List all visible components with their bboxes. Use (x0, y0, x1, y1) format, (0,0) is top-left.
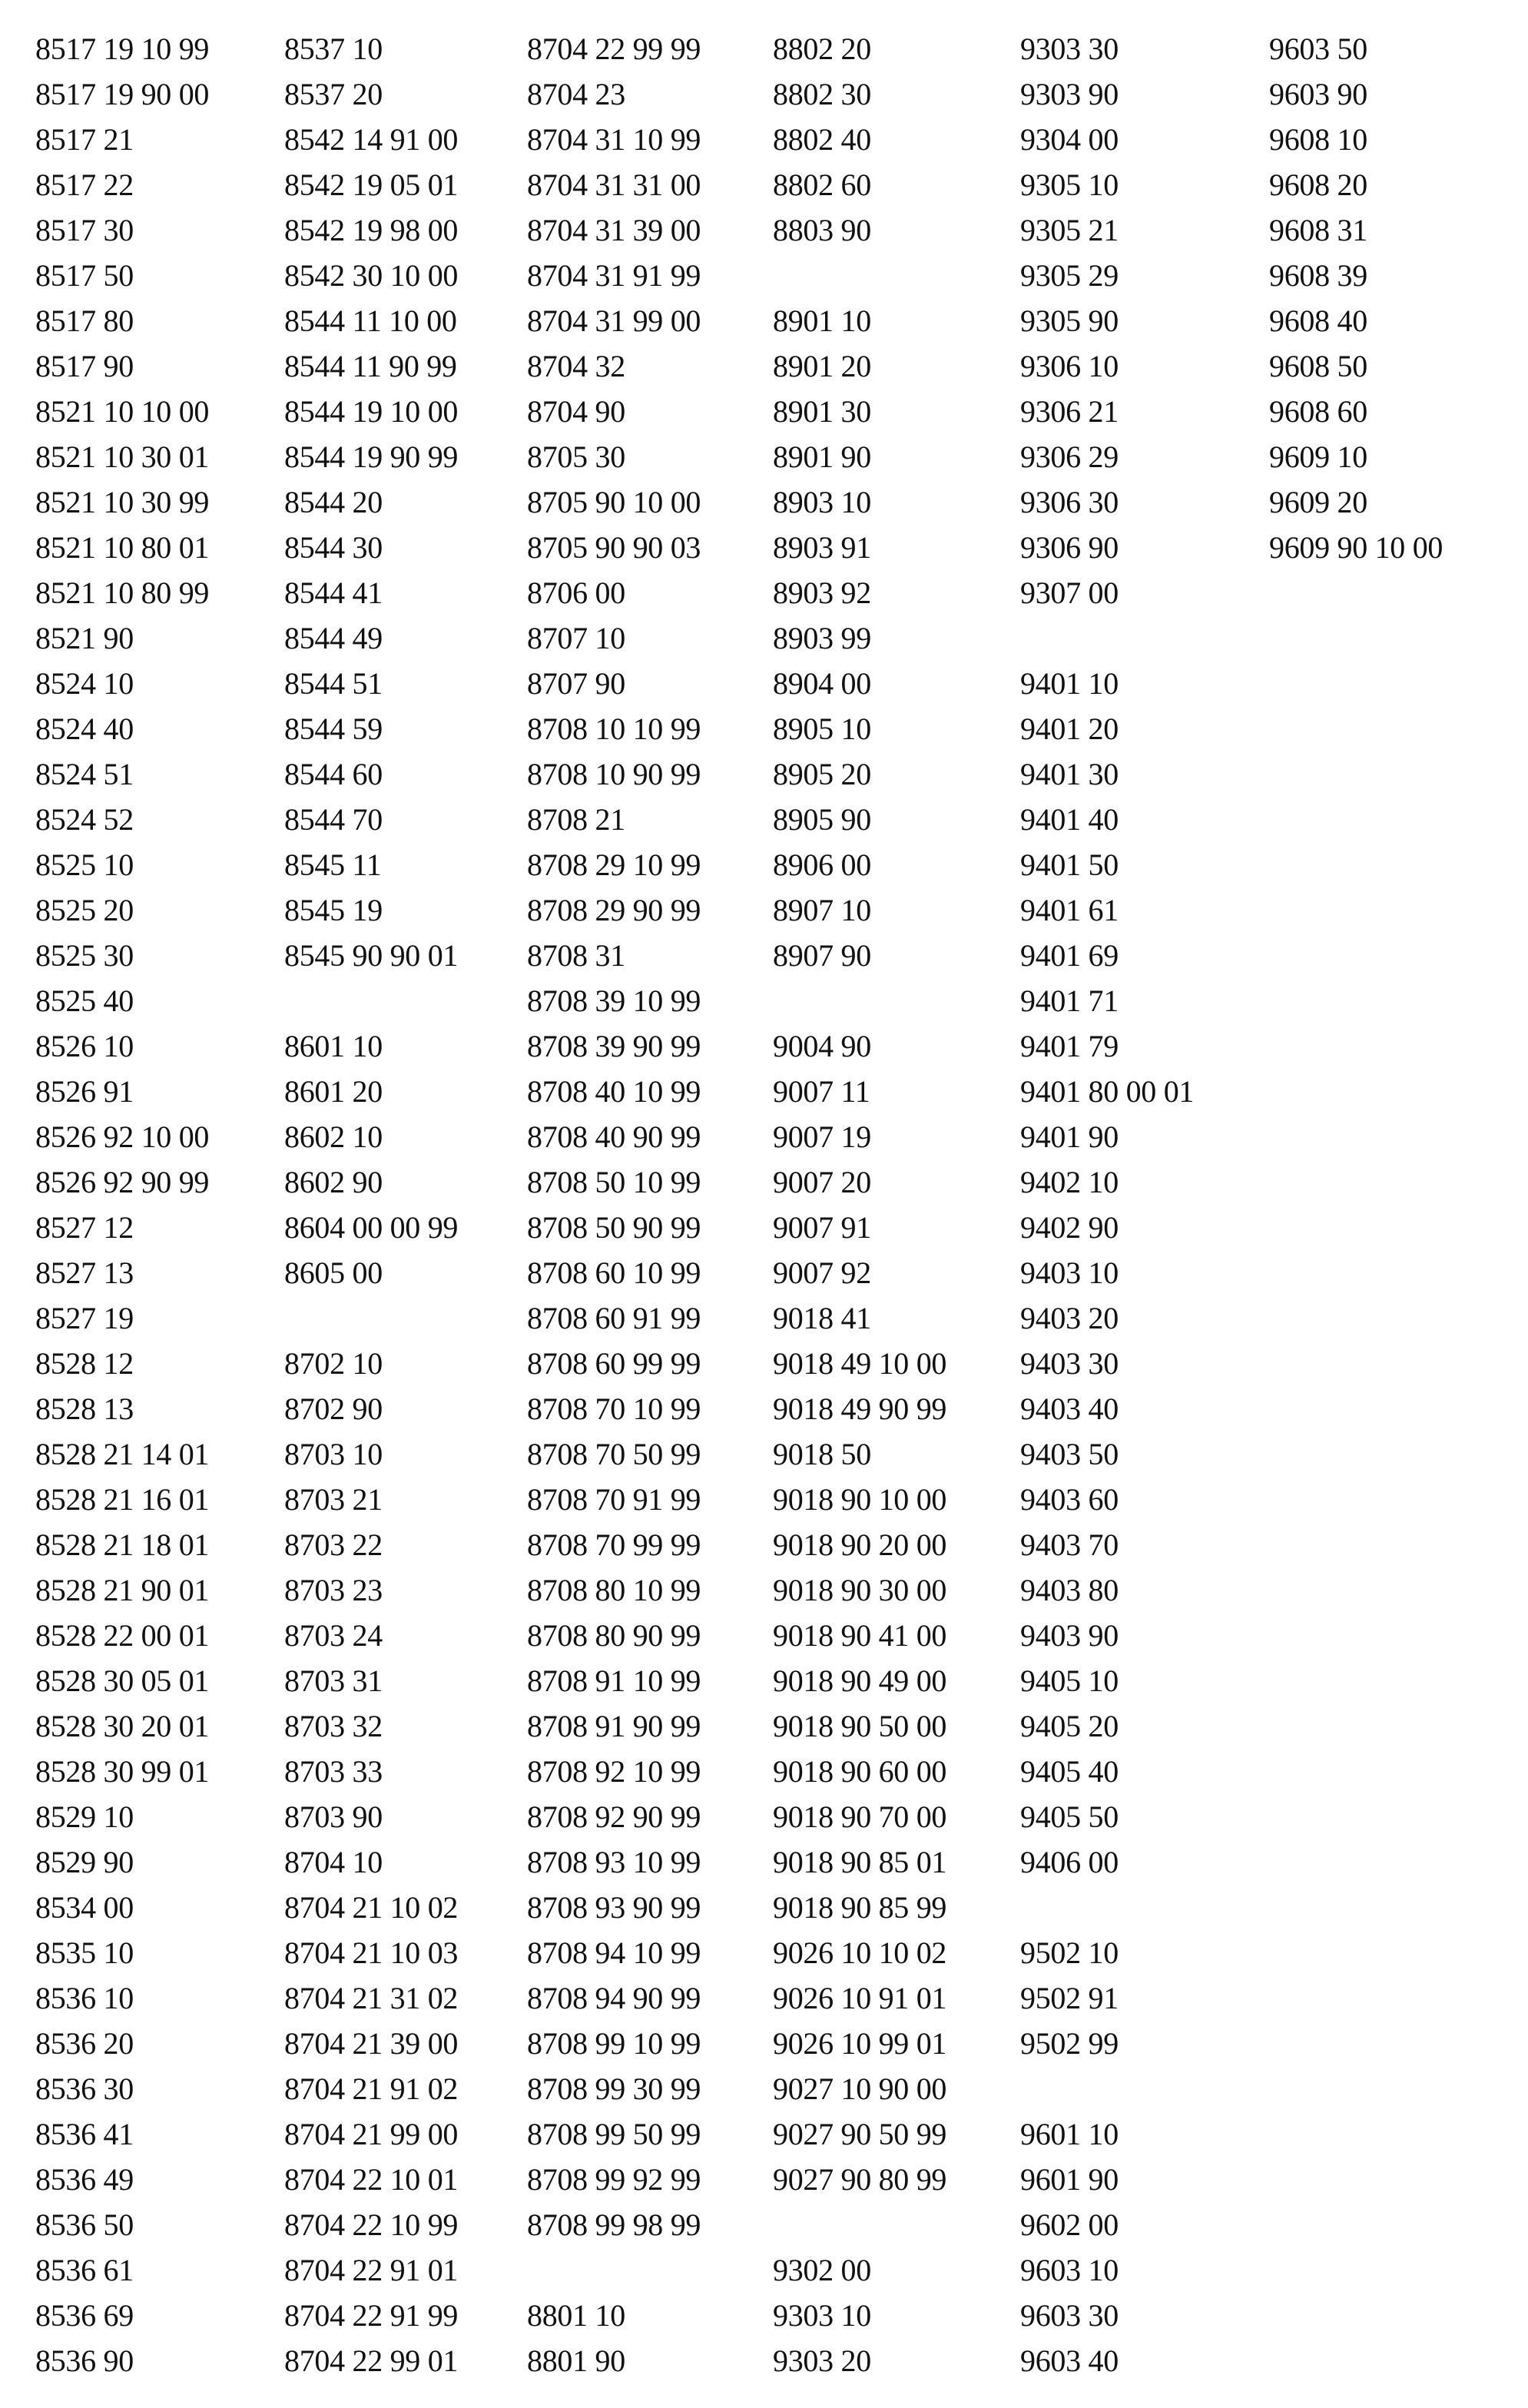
tariff-code-entry: 8704 21 91 02 (284, 2071, 459, 2106)
tariff-code-entry: 8703 31 (284, 1663, 383, 1698)
tariff-code-entry: 8708 92 90 99 (527, 1799, 701, 1834)
tariff-code-entry: 8525 20 (35, 893, 134, 927)
tariff-code-entry: 8536 41 (35, 2117, 134, 2151)
tariff-code-entry: 8528 21 14 01 (35, 1437, 210, 1471)
tariff-code-entry: 8708 60 10 99 (527, 1255, 701, 1290)
tariff-code-entry: 8601 10 (284, 1029, 383, 1063)
tariff-code-entry: 8907 90 (773, 938, 871, 973)
tariff-code-entry: 8708 99 50 99 (527, 2117, 701, 2151)
tariff-code-entry: 8521 10 80 01 (35, 530, 210, 565)
tariff-code-entry: 9018 90 85 99 (773, 1890, 947, 1925)
tariff-code-entry: 9502 99 (1020, 2026, 1119, 2061)
tariff-code-entry: 8708 99 92 99 (527, 2162, 701, 2197)
tariff-code-entry: 8704 22 91 99 (284, 2298, 459, 2333)
tariff-code-entry: 8517 50 (35, 258, 134, 293)
tariff-code-entry: 8526 91 (35, 1074, 134, 1109)
tariff-code-entry: 8704 10 (284, 1845, 383, 1879)
tariff-code-entry: 8536 49 (35, 2162, 134, 2197)
tariff-code-entry: 8708 50 90 99 (527, 1210, 701, 1245)
tariff-code-entry: 9403 80 (1020, 1573, 1119, 1607)
tariff-code-entry: 8544 60 (284, 757, 383, 791)
tariff-code-entry: 9602 00 (1020, 2207, 1119, 2242)
tariff-code-entry: 8802 40 (773, 122, 871, 157)
tariff-code-entry: 8535 10 (35, 1935, 134, 1970)
tariff-code-entry: 8536 30 (35, 2071, 134, 2106)
tariff-code-entry: 8703 23 (284, 1573, 383, 1607)
tariff-code-entry: 9305 21 (1020, 213, 1119, 247)
tariff-code-entry: 8708 50 10 99 (527, 1165, 701, 1199)
tariff-code-entry: 8527 13 (35, 1255, 134, 1290)
tariff-code-entry: 8704 22 10 99 (284, 2207, 459, 2242)
tariff-code-entry: 8708 39 90 99 (527, 1029, 701, 1063)
tariff-code-entry: 8528 30 05 01 (35, 1663, 210, 1698)
tariff-code-entry: 9603 90 (1269, 77, 1367, 111)
tariff-code-entry: 9018 90 85 01 (773, 1845, 947, 1879)
tariff-code-entry: 9608 50 (1269, 349, 1367, 383)
tariff-code-entry: 8524 51 (35, 757, 134, 791)
tariff-code-entry: 8903 99 (773, 621, 871, 655)
tariff-code-entry: 9026 10 99 01 (773, 2026, 947, 2061)
tariff-code-entry (527, 2247, 701, 2293)
tariff-code-entry: 8517 30 (35, 213, 134, 247)
tariff-code-entry: 8528 12 (35, 1346, 134, 1381)
tariff-code-entry: 9608 10 (1269, 122, 1367, 157)
tariff-code-entry: 8517 21 (35, 122, 134, 157)
tariff-code-entry: 8545 19 (284, 893, 383, 927)
tariff-code-entry: 8536 50 (35, 2207, 134, 2242)
tariff-code-entry: 8704 21 99 00 (284, 2117, 459, 2151)
tariff-code-entry: 8703 90 (284, 1799, 383, 1834)
code-column-5 (1020, 26, 1194, 2383)
tariff-code-entry: 8544 19 90 99 (284, 439, 459, 474)
tariff-code-entry: 8544 11 90 99 (284, 349, 457, 383)
tariff-code-entry: 8529 90 (35, 1845, 134, 1879)
tariff-code-entry: 8903 10 (773, 485, 871, 519)
tariff-code-entry: 9401 40 (1020, 802, 1119, 837)
tariff-code-entry: 9027 90 80 99 (773, 2162, 947, 2197)
tariff-code-entry: 8708 10 10 99 (527, 711, 701, 746)
tariff-code-entry: 9403 20 (1020, 1301, 1119, 1335)
tariff-code-entry: 8803 90 (773, 213, 871, 247)
tariff-code-entry: 8708 99 98 99 (527, 2207, 701, 2242)
tariff-code-entry: 8802 30 (773, 77, 871, 111)
tariff-code-entry (773, 253, 946, 298)
tariff-code-entry: 9403 40 (1020, 1391, 1119, 1426)
tariff-code-entry: 8527 12 (35, 1210, 134, 1245)
tariff-code-entry: 8708 10 90 99 (527, 757, 701, 791)
tariff-code-entry: 9026 10 91 01 (773, 1981, 947, 2015)
tariff-code-entry: 9007 20 (773, 1165, 871, 1199)
tariff-code-entry: 9018 90 50 00 (773, 1709, 947, 1743)
tariff-code-entry: 9018 90 41 00 (773, 1618, 947, 1653)
tariff-code-entry: 9018 90 60 00 (773, 1754, 947, 1789)
tariff-code-entry (1020, 615, 1194, 661)
tariff-code-entry: 8708 29 10 99 (527, 847, 701, 882)
tariff-code-entry: 8537 10 (284, 32, 383, 66)
tariff-code-entry: 9502 10 (1020, 1935, 1119, 1970)
tariff-code-entry: 8708 91 90 99 (527, 1709, 701, 1743)
tariff-code-entry: 9018 49 10 00 (773, 1346, 947, 1381)
tariff-code-entry: 9303 90 (1020, 77, 1119, 111)
tariff-code-entry: 8544 49 (284, 621, 383, 655)
tariff-code-entry: 9502 91 (1020, 1981, 1119, 2015)
tariff-code-entry: 8708 60 99 99 (527, 1346, 701, 1381)
tariff-code-entry: 9608 20 (1269, 167, 1367, 202)
tariff-code-entry: 9403 30 (1020, 1346, 1119, 1381)
tariff-code-entry: 9609 10 (1269, 439, 1367, 474)
tariff-code-entry: 8802 20 (773, 32, 871, 66)
tariff-code-entry: 9018 41 (773, 1301, 871, 1335)
tariff-code-entry: 9609 20 (1269, 485, 1367, 519)
tariff-code-entry: 9007 11 (773, 1074, 870, 1109)
code-column-2 (284, 26, 458, 2383)
tariff-code-entry: 8542 19 98 00 (284, 213, 459, 247)
tariff-code-entry: 8708 70 99 99 (527, 1527, 701, 1562)
tariff-code-entry: 8536 10 (35, 1981, 134, 2015)
tariff-code-entry: 9401 50 (1020, 847, 1119, 882)
tariff-code-entry: 8704 22 91 01 (284, 2253, 459, 2287)
tariff-code-entry (1020, 2066, 1194, 2111)
tariff-code-entry (1020, 1885, 1194, 1930)
tariff-code-entry: 9609 90 10 00 (1269, 530, 1443, 565)
tariff-code-entry: 8905 10 (773, 711, 871, 746)
tariff-code-entry: 9401 90 (1020, 1119, 1119, 1154)
tariff-code-entry: 8536 90 (35, 2343, 134, 2378)
tariff-code-entry: 8704 22 10 01 (284, 2162, 459, 2197)
tariff-code-entry: 9603 10 (1020, 2253, 1119, 2287)
tariff-code-entry: 8905 20 (773, 757, 871, 791)
tariff-code-entry: 8544 19 10 00 (284, 394, 459, 429)
tariff-code-entry: 8521 10 80 99 (35, 575, 210, 610)
tariff-code-entry: 8704 90 (527, 394, 625, 429)
tariff-code-entry: 8704 22 99 99 (527, 32, 701, 66)
tariff-code-entry: 9403 70 (1020, 1527, 1119, 1562)
tariff-code-entry: 8704 31 10 99 (527, 122, 701, 157)
tariff-code-entry: 9305 90 (1020, 303, 1119, 338)
tariff-code-entry: 9018 49 90 99 (773, 1391, 947, 1426)
tariff-code-entry: 9601 10 (1020, 2117, 1119, 2151)
tariff-code-entry: 8542 19 05 01 (284, 167, 459, 202)
tariff-code-entry: 8708 40 10 99 (527, 1074, 701, 1109)
tariff-code-entry: 8521 10 30 99 (35, 485, 210, 519)
tariff-code-entry: 8708 93 10 99 (527, 1845, 701, 1879)
tariff-code-entry: 8544 20 (284, 485, 383, 519)
tariff-code-entry: 8524 52 (35, 802, 134, 837)
tariff-code-entry: 8901 30 (773, 394, 871, 429)
tariff-code-entry: 8521 10 30 01 (35, 439, 210, 474)
tariff-code-entry: 8704 31 31 00 (527, 167, 701, 202)
tariff-code-entry: 9401 71 (1020, 983, 1119, 1018)
tariff-code-entry: 8708 70 10 99 (527, 1391, 701, 1426)
tariff-code-entry: 8901 20 (773, 349, 871, 383)
tariff-code-entry: 8542 30 10 00 (284, 258, 459, 293)
tariff-code-entry: 9007 92 (773, 1255, 871, 1290)
tariff-code-entry: 8904 00 (773, 666, 871, 701)
tariff-code-entry: 8708 70 50 99 (527, 1437, 701, 1471)
tariff-code-entry: 9018 90 10 00 (773, 1482, 947, 1517)
tariff-code-entry: 9027 90 50 99 (773, 2117, 947, 2151)
tariff-code-entry: 9027 10 90 00 (773, 2071, 947, 2106)
tariff-code-entry: 8703 10 (284, 1437, 383, 1471)
tariff-code-entry: 8536 61 (35, 2253, 134, 2287)
tariff-code-entry: 8704 21 31 02 (284, 1981, 459, 2015)
tariff-code-entry: 9302 00 (773, 2253, 871, 2287)
code-column-4 (773, 26, 946, 2383)
tariff-code-entry: 9608 40 (1269, 303, 1367, 338)
tariff-code-entry: 9403 10 (1020, 1255, 1119, 1290)
tariff-code-entry: 8708 94 10 99 (527, 1935, 701, 1970)
tariff-code-entry: 8907 10 (773, 893, 871, 927)
tariff-code-entry: 8536 69 (35, 2298, 134, 2333)
tariff-code-entry: 8704 32 (527, 349, 625, 383)
tariff-code-entry: 8705 30 (527, 439, 625, 474)
tariff-code-entry: 8521 90 (35, 621, 134, 655)
tariff-code-entry: 8517 80 (35, 303, 134, 338)
tariff-code-entry: 9403 90 (1020, 1618, 1119, 1653)
tariff-code-entry: 8708 80 10 99 (527, 1573, 701, 1607)
tariff-code-entry: 8704 31 99 00 (527, 303, 701, 338)
tariff-code-entry: 8544 11 10 00 (284, 303, 457, 338)
tariff-code-entry: 8903 92 (773, 575, 871, 610)
tariff-code-entry: 8544 70 (284, 802, 383, 837)
tariff-code-entry: 8708 93 90 99 (527, 1890, 701, 1925)
tariff-code-entry: 9007 91 (773, 1210, 871, 1245)
tariff-code-entry: 8601 20 (284, 1074, 383, 1109)
tariff-code-entry: 8544 51 (284, 666, 383, 701)
tariff-code-entry: 9603 50 (1269, 32, 1367, 66)
tariff-code-entry: 9018 90 20 00 (773, 1527, 947, 1562)
tariff-code-entry: 8534 00 (35, 1890, 134, 1925)
tariff-code-entry: 8704 21 39 00 (284, 2026, 459, 2061)
tariff-code-entry: 8529 10 (35, 1799, 134, 1834)
tariff-code-entry: 9401 61 (1020, 893, 1119, 927)
tariff-code-entry: 9305 29 (1020, 258, 1119, 293)
tariff-code-entry: 9018 50 (773, 1437, 871, 1471)
tariff-code-entry: 9401 20 (1020, 711, 1119, 746)
tariff-code-entry: 8525 30 (35, 938, 134, 973)
tariff-code-entry: 8537 20 (284, 77, 383, 111)
tariff-code-entry: 8605 00 (284, 1255, 383, 1290)
tariff-code-entry: 9401 80 00 01 (1020, 1074, 1195, 1109)
tariff-code-entry: 8525 10 (35, 847, 134, 882)
tariff-code-entry: 9608 39 (1269, 258, 1367, 293)
tariff-code-entry: 8707 90 (527, 666, 625, 701)
tariff-code-entry: 8704 31 39 00 (527, 213, 701, 247)
tariff-code-entry: 9018 90 30 00 (773, 1573, 947, 1607)
code-column-6 (1269, 26, 1443, 570)
tariff-code-entry: 9401 69 (1020, 938, 1119, 973)
tariff-code-entry: 9603 30 (1020, 2298, 1119, 2333)
code-column-1 (35, 26, 209, 2383)
tariff-code-entry: 9603 40 (1020, 2343, 1119, 2378)
tariff-code-entry: 8703 21 (284, 1482, 383, 1517)
tariff-code-entry: 9004 90 (773, 1029, 871, 1063)
tariff-code-entry: 9405 50 (1020, 1799, 1119, 1834)
tariff-code-entry: 8708 80 90 99 (527, 1618, 701, 1653)
tariff-code-entry: 8528 22 00 01 (35, 1618, 210, 1653)
tariff-code-entry: 9303 20 (773, 2343, 871, 2378)
tariff-code-entry: 8544 59 (284, 711, 383, 746)
tariff-code-entry: 8544 30 (284, 530, 383, 565)
tariff-code-entry: 8517 22 (35, 167, 134, 202)
tariff-code-entry (284, 1295, 458, 1341)
tariff-code-entry: 8906 00 (773, 847, 871, 882)
tariff-code-entry: 9303 10 (773, 2298, 871, 2333)
tariff-code-entry: 8602 90 (284, 1165, 383, 1199)
tariff-code-entry: 9608 31 (1269, 213, 1367, 247)
tariff-code-entry: 8708 91 10 99 (527, 1663, 701, 1698)
tariff-code-entry: 8703 24 (284, 1618, 383, 1653)
tariff-code-entry: 8708 40 90 99 (527, 1119, 701, 1154)
tariff-code-entry: 8517 19 90 00 (35, 77, 210, 111)
tariff-code-entry: 8801 90 (527, 2343, 625, 2378)
tariff-code-entry: 8704 21 10 02 (284, 1890, 459, 1925)
tariff-code-entry: 8705 90 10 00 (527, 485, 701, 519)
tariff-code-entry: 8528 21 18 01 (35, 1527, 210, 1562)
tariff-code-entry: 9305 10 (1020, 167, 1119, 202)
tariff-code-entry: 8703 32 (284, 1709, 383, 1743)
tariff-code-entry: 9306 30 (1020, 485, 1119, 519)
tariff-code-entry: 8704 22 99 01 (284, 2343, 459, 2378)
tariff-code-entry: 9026 10 10 02 (773, 1935, 947, 1970)
code-column-3 (527, 26, 701, 2383)
tariff-code-entry: 8526 10 (35, 1029, 134, 1063)
tariff-code-entry: 9304 00 (1020, 122, 1119, 157)
tariff-code-entry: 8528 30 20 01 (35, 1709, 210, 1743)
tariff-code-entry: 8901 10 (773, 303, 871, 338)
tariff-code-entry: 8544 41 (284, 575, 383, 610)
tariff-code-entry: 8704 31 91 99 (527, 258, 701, 293)
tariff-code-entry: 8536 20 (35, 2026, 134, 2061)
tariff-code-entry: 9306 21 (1020, 394, 1119, 429)
tariff-code-entry: 8901 90 (773, 439, 871, 474)
tariff-code-entry: 9405 20 (1020, 1709, 1119, 1743)
tariff-code-entry: 8702 10 (284, 1346, 383, 1381)
tariff-code-entry: 9401 30 (1020, 757, 1119, 791)
tariff-code-entry: 9306 90 (1020, 530, 1119, 565)
tariff-code-entry: 9307 00 (1020, 575, 1119, 610)
tariff-code-entry: 8708 31 (527, 938, 625, 973)
tariff-code-entry (773, 978, 946, 1023)
tariff-code-entry: 9405 10 (1020, 1663, 1119, 1698)
tariff-code-entry: 9401 10 (1020, 666, 1119, 701)
tariff-code-entry: 8704 23 (527, 77, 625, 111)
tariff-code-entry: 9306 10 (1020, 349, 1119, 383)
tariff-code-entry: 8528 21 90 01 (35, 1573, 210, 1607)
tariff-code-entry: 9018 90 49 00 (773, 1663, 947, 1698)
tariff-code-entry: 8708 92 10 99 (527, 1754, 701, 1789)
tariff-code-entry: 8705 90 90 03 (527, 530, 701, 565)
tariff-code-entry: 8801 10 (527, 2298, 625, 2333)
tariff-code-entry (773, 2202, 946, 2247)
tariff-code-entry: 8903 91 (773, 530, 871, 565)
tariff-code-entry: 8521 10 10 00 (35, 394, 210, 429)
tariff-code-entry: 9306 29 (1020, 439, 1119, 474)
tariff-code-entry: 9406 00 (1020, 1845, 1119, 1879)
tariff-code-entry: 8704 21 10 03 (284, 1935, 459, 1970)
tariff-code-entry: 8708 94 90 99 (527, 1981, 701, 2015)
tariff-code-entry: 9601 90 (1020, 2162, 1119, 2197)
tariff-code-entry: 8708 99 10 99 (527, 2026, 701, 2061)
tariff-code-entry: 8708 39 10 99 (527, 983, 701, 1018)
tariff-code-entry: 8527 19 (35, 1301, 134, 1335)
tariff-code-entry: 8707 10 (527, 621, 625, 655)
tariff-code-entry: 9402 10 (1020, 1165, 1119, 1199)
tariff-code-entry: 8524 40 (35, 711, 134, 746)
tariff-code-entry: 8526 92 90 99 (35, 1165, 210, 1199)
tariff-code-entry: 9402 90 (1020, 1210, 1119, 1245)
tariff-code-entry: 8517 19 10 99 (35, 32, 210, 66)
tariff-code-entry: 8905 90 (773, 802, 871, 837)
tariff-code-entry: 9303 30 (1020, 32, 1119, 66)
tariff-code-entry: 8604 00 00 99 (284, 1210, 459, 1245)
tariff-code-entry (284, 978, 458, 1023)
tariff-code-entry: 9405 40 (1020, 1754, 1119, 1789)
tariff-code-entry: 8708 21 (527, 802, 625, 837)
tariff-code-entry: 8703 22 (284, 1527, 383, 1562)
tariff-code-entry: 8528 30 99 01 (35, 1754, 210, 1789)
tariff-code-entry: 8528 13 (35, 1391, 134, 1426)
tariff-code-entry: 8602 10 (284, 1119, 383, 1154)
tariff-code-entry: 8524 10 (35, 666, 134, 701)
tariff-code-entry: 8703 33 (284, 1754, 383, 1789)
tariff-code-entry: 9401 79 (1020, 1029, 1119, 1063)
tariff-code-entry: 9007 19 (773, 1119, 871, 1154)
tariff-code-entry: 8702 90 (284, 1391, 383, 1426)
tariff-code-entry: 9018 90 70 00 (773, 1799, 947, 1834)
tariff-code-entry: 8708 70 91 99 (527, 1482, 701, 1517)
tariff-code-entry: 8802 60 (773, 167, 871, 202)
tariff-code-entry: 8545 90 90 01 (284, 938, 459, 973)
tariff-code-entry: 8708 29 90 99 (527, 893, 701, 927)
tariff-code-entry: 8528 21 16 01 (35, 1482, 210, 1517)
tariff-code-entry: 9608 60 (1269, 394, 1367, 429)
tariff-code-entry: 8708 99 30 99 (527, 2071, 701, 2106)
tariff-code-entry: 8706 00 (527, 575, 625, 610)
tariff-code-entry: 8708 60 91 99 (527, 1301, 701, 1335)
tariff-code-entry: 9403 50 (1020, 1437, 1119, 1471)
tariff-code-entry: 9403 60 (1020, 1482, 1119, 1517)
tariff-code-entry: 8542 14 91 00 (284, 122, 459, 157)
tariff-code-entry: 8525 40 (35, 983, 134, 1018)
tariff-code-entry: 8526 92 10 00 (35, 1119, 210, 1154)
tariff-code-entry: 8517 90 (35, 349, 134, 383)
tariff-code-entry: 8545 11 (284, 847, 382, 882)
